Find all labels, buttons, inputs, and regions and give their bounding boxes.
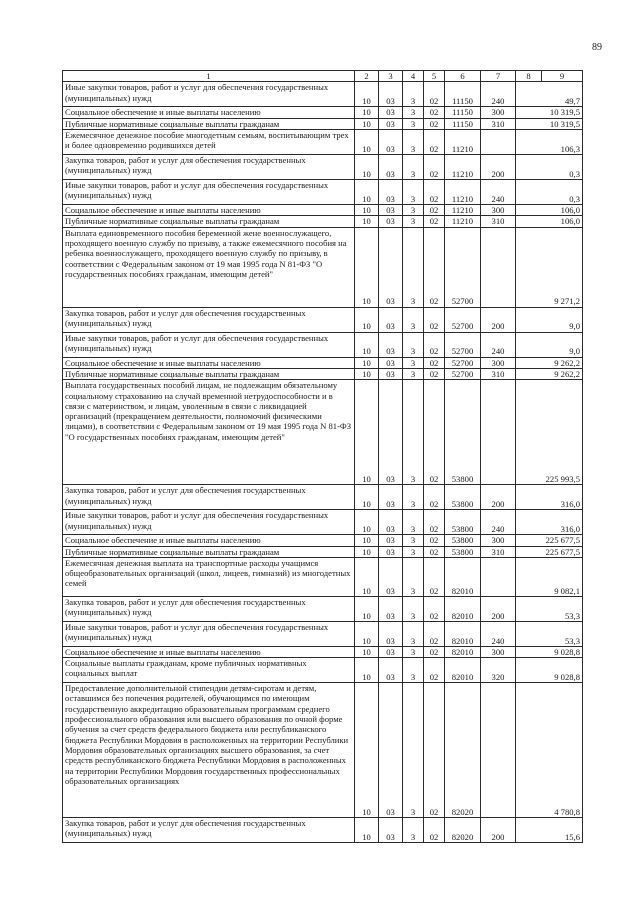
row-code-c5: 02 xyxy=(424,510,445,535)
row-code-c3: 03 xyxy=(379,557,403,596)
row-code-c2: 10 xyxy=(355,307,379,332)
table-row xyxy=(63,535,583,546)
row-code-c2: 10 xyxy=(355,154,379,179)
row-code-c4: 3 xyxy=(403,154,424,179)
row-amount: 0,3 xyxy=(516,154,583,179)
row-code-c5: 02 xyxy=(424,368,445,379)
row-code-c2: 10 xyxy=(355,357,379,368)
row-code-c7: 310 xyxy=(481,118,516,129)
row-amount: 9 082,1 xyxy=(516,557,583,596)
row-code-c7 xyxy=(481,380,516,485)
row-name: Социальное обеспечение и иные выплаты населению xyxy=(63,535,355,546)
row-code-c2: 10 xyxy=(355,510,379,535)
row-name: Публичные нормативные социальные выплаты гражданам xyxy=(63,118,355,129)
row-code-c5: 02 xyxy=(424,179,445,204)
row-code-c7: 300 xyxy=(481,357,516,368)
row-amount: 106,0 xyxy=(516,204,583,215)
row-name: Предоставление дополнительной стипендии детям-сиротам и детям, оставшимся без попечения родителей, обучающимся по имеющим государственную аккредитацию образовательным программам среднего профессионального образования или высшего образования по очной форме обучения за счет средств федерального бюджета или республиканского бюджета Республики Мордовия в расположенных на территории Республики Мордовия образовательных организациях высшего образования, за счет средств республиканского бюджета Республики Мордовия в расположенных на территории Республики Мордовия государственных профессиональных образовательных организациях xyxy=(63,683,355,818)
row-code-c6: 82010 xyxy=(445,658,481,683)
row-code-c5: 02 xyxy=(424,380,445,485)
row-code-c6: 52700 xyxy=(445,332,481,357)
row-code-c4: 3 xyxy=(403,546,424,557)
table-row xyxy=(63,216,583,227)
row-code-c3: 03 xyxy=(379,357,403,368)
row-code-c5: 02 xyxy=(424,683,445,818)
row-code-c6: 52700 xyxy=(445,227,481,307)
row-code-c4: 3 xyxy=(403,227,424,307)
table-row xyxy=(63,307,583,332)
table-row xyxy=(63,510,583,535)
row-name: Социальное обеспечение и иные выплаты населению xyxy=(63,107,355,118)
row-code-c6: 52700 xyxy=(445,368,481,379)
row-code-c4: 3 xyxy=(403,118,424,129)
row-code-c6: 53800 xyxy=(445,535,481,546)
row-code-c2: 10 xyxy=(355,107,379,118)
row-code-c6: 82010 xyxy=(445,621,481,646)
row-name: Выплата единовременного пособия беременной жене военнослужащего, проходящего военную службу по призыву, а также ежемесячного пособия на ребенка военнослужащего, проходящего военную службу по призыву, в соответствии с Федеральным законом от 19 мая 1995 года N 81-ФЗ "О государственных пособиях гражданам, имеющим детей" xyxy=(63,227,355,307)
row-code-c5: 02 xyxy=(424,557,445,596)
row-code-c5: 02 xyxy=(424,204,445,215)
row-code-c7: 310 xyxy=(481,546,516,557)
table-row xyxy=(63,596,583,621)
row-code-c4: 3 xyxy=(403,596,424,621)
row-name: Закупка товаров, работ и услуг для обеспечения государственных (муниципальных) нужд xyxy=(63,485,355,510)
row-name: Иные закупки товаров, работ и услуг для обеспечения государственных (муниципальных) нужд xyxy=(63,179,355,204)
table-row xyxy=(63,332,583,357)
table-row xyxy=(63,118,583,129)
row-code-c4: 3 xyxy=(403,535,424,546)
row-code-c3: 03 xyxy=(379,380,403,485)
row-code-c3: 03 xyxy=(379,535,403,546)
row-name: Публичные нормативные социальные выплаты гражданам xyxy=(63,368,355,379)
row-code-c2: 10 xyxy=(355,204,379,215)
row-name: Ежемесячная денежная выплата на транспортные расходы учащимся общеобразовательных организаций (школ, лицеев, гимназий) из многодетных семей xyxy=(63,557,355,596)
row-code-c2: 10 xyxy=(355,621,379,646)
row-code-c2: 10 xyxy=(355,596,379,621)
row-code-c6: 11150 xyxy=(445,82,481,107)
row-code-c2: 10 xyxy=(355,227,379,307)
header-col-4: 4 xyxy=(403,71,424,82)
row-code-c6: 52700 xyxy=(445,307,481,332)
row-code-c7: 320 xyxy=(481,658,516,683)
table-row xyxy=(63,107,583,118)
row-name: Иные закупки товаров, работ и услуг для обеспечения государственных (муниципальных) нужд xyxy=(63,332,355,357)
row-code-c4: 3 xyxy=(403,129,424,154)
row-code-c2: 10 xyxy=(355,658,379,683)
row-name: Социальное обеспечение и иные выплаты населению xyxy=(63,357,355,368)
row-code-c7: 300 xyxy=(481,646,516,657)
row-code-c5: 02 xyxy=(424,546,445,557)
row-amount: 9,0 xyxy=(516,307,583,332)
row-code-c3: 03 xyxy=(379,546,403,557)
row-code-c6: 11210 xyxy=(445,154,481,179)
row-code-c2: 10 xyxy=(355,179,379,204)
row-name: Социальное обеспечение и иные выплаты населению xyxy=(63,646,355,657)
row-amount: 316,0 xyxy=(516,485,583,510)
row-name: Публичные нормативные социальные выплаты гражданам xyxy=(63,216,355,227)
row-code-c4: 3 xyxy=(403,621,424,646)
table-row xyxy=(63,357,583,368)
row-code-c2: 10 xyxy=(355,546,379,557)
row-code-c4: 3 xyxy=(403,107,424,118)
row-code-c7: 200 xyxy=(481,818,516,843)
row-code-c3: 03 xyxy=(379,621,403,646)
table-row xyxy=(63,621,583,646)
row-code-c7: 240 xyxy=(481,510,516,535)
table-row xyxy=(63,227,583,307)
budget-table xyxy=(62,70,583,843)
row-name: Ежемесячное денежное пособие многодетным семьям, воспитывающим трех и более одновременно родившихся детей xyxy=(63,129,355,154)
row-name: Закупка товаров, работ и услуг для обеспечения государственных (муниципальных) нужд xyxy=(63,307,355,332)
row-code-c5: 02 xyxy=(424,621,445,646)
row-code-c7: 300 xyxy=(481,204,516,215)
row-code-c4: 3 xyxy=(403,179,424,204)
header-col-6: 6 xyxy=(445,71,481,82)
row-name: Закупка товаров, работ и услуг для обеспечения государственных (муниципальных) нужд xyxy=(63,596,355,621)
row-code-c5: 02 xyxy=(424,227,445,307)
row-code-c4: 3 xyxy=(403,485,424,510)
row-code-c6: 82020 xyxy=(445,683,481,818)
row-amount: 9 262,2 xyxy=(516,357,583,368)
row-amount: 10 319,5 xyxy=(516,118,583,129)
row-code-c5: 02 xyxy=(424,596,445,621)
row-code-c3: 03 xyxy=(379,646,403,657)
row-amount: 53,3 xyxy=(516,621,583,646)
row-code-c4: 3 xyxy=(403,332,424,357)
table-row xyxy=(63,82,583,107)
table-header-row xyxy=(63,71,583,82)
row-code-c3: 03 xyxy=(379,107,403,118)
row-name: Закупка товаров, работ и услуг для обеспечения государственных (муниципальных) нужд xyxy=(63,818,355,843)
row-code-c5: 02 xyxy=(424,107,445,118)
row-code-c3: 03 xyxy=(379,485,403,510)
row-code-c7: 240 xyxy=(481,332,516,357)
row-code-c7: 300 xyxy=(481,535,516,546)
row-code-c4: 3 xyxy=(403,658,424,683)
table-row xyxy=(63,154,583,179)
row-code-c6: 53800 xyxy=(445,380,481,485)
row-code-c3: 03 xyxy=(379,154,403,179)
row-name: Социальные выплаты гражданам, кроме публичных нормативных социальных выплат xyxy=(63,658,355,683)
row-code-c4: 3 xyxy=(403,380,424,485)
row-code-c6: 11210 xyxy=(445,179,481,204)
row-code-c6: 53800 xyxy=(445,510,481,535)
row-code-c2: 10 xyxy=(355,82,379,107)
row-code-c7 xyxy=(481,557,516,596)
row-amount: 15,6 xyxy=(516,818,583,843)
row-code-c5: 02 xyxy=(424,307,445,332)
row-code-c2: 10 xyxy=(355,216,379,227)
table-row xyxy=(63,658,583,683)
row-code-c5: 02 xyxy=(424,154,445,179)
row-name: Выплата государственных пособий лицам, не подлежащим обязательному социальному страхованию на случай временной нетрудоспособности и в связи с материнством, и лицам, уволенным в связи с ликвидацией организаций (прекращением деятельности, полномочий физическими лицами), в соответствии с Федеральным законом от 19 мая 1995 года N 81-ФЗ "О государственных пособиях гражданам, имеющим детей" xyxy=(63,380,355,485)
row-code-c7: 240 xyxy=(481,82,516,107)
row-code-c5: 02 xyxy=(424,357,445,368)
row-code-c6: 11210 xyxy=(445,204,481,215)
row-code-c2: 10 xyxy=(355,380,379,485)
row-code-c4: 3 xyxy=(403,510,424,535)
row-amount: 9 262,2 xyxy=(516,368,583,379)
row-amount: 225 993,5 xyxy=(516,380,583,485)
row-code-c4: 3 xyxy=(403,368,424,379)
row-code-c3: 03 xyxy=(379,818,403,843)
row-amount: 0,3 xyxy=(516,179,583,204)
row-code-c7: 200 xyxy=(481,596,516,621)
row-code-c5: 02 xyxy=(424,82,445,107)
row-code-c2: 10 xyxy=(355,818,379,843)
row-code-c4: 3 xyxy=(403,557,424,596)
row-code-c6: 11150 xyxy=(445,107,481,118)
row-code-c3: 03 xyxy=(379,179,403,204)
row-code-c5: 02 xyxy=(424,646,445,657)
table-row xyxy=(63,368,583,379)
header-col-2: 2 xyxy=(355,71,379,82)
table-row xyxy=(63,204,583,215)
row-amount: 53,3 xyxy=(516,596,583,621)
row-name: Социальное обеспечение и иные выплаты населению xyxy=(63,204,355,215)
row-code-c7: 240 xyxy=(481,179,516,204)
row-code-c6: 53800 xyxy=(445,485,481,510)
row-amount: 225 677,5 xyxy=(516,535,583,546)
row-code-c3: 03 xyxy=(379,368,403,379)
row-code-c7 xyxy=(481,227,516,307)
row-code-c2: 10 xyxy=(355,368,379,379)
row-name: Иные закупки товаров, работ и услуг для обеспечения государственных (муниципальных) нужд xyxy=(63,82,355,107)
row-code-c2: 10 xyxy=(355,332,379,357)
row-code-c4: 3 xyxy=(403,646,424,657)
row-code-c3: 03 xyxy=(379,658,403,683)
row-code-c7: 310 xyxy=(481,216,516,227)
row-amount: 9,0 xyxy=(516,332,583,357)
row-code-c3: 03 xyxy=(379,683,403,818)
row-code-c2: 10 xyxy=(355,557,379,596)
row-code-c6: 11150 xyxy=(445,118,481,129)
row-code-c3: 03 xyxy=(379,510,403,535)
row-code-c5: 02 xyxy=(424,332,445,357)
row-code-c3: 03 xyxy=(379,82,403,107)
table-row xyxy=(63,683,583,818)
row-amount: 106,3 xyxy=(516,129,583,154)
header-col-1: 1 xyxy=(63,71,355,82)
row-amount: 49,7 xyxy=(516,82,583,107)
row-code-c6: 11210 xyxy=(445,129,481,154)
row-code-c3: 03 xyxy=(379,204,403,215)
row-code-c3: 03 xyxy=(379,227,403,307)
row-code-c7: 200 xyxy=(481,307,516,332)
row-code-c4: 3 xyxy=(403,307,424,332)
row-amount: 9 028,8 xyxy=(516,646,583,657)
row-amount: 9 271,2 xyxy=(516,227,583,307)
table-row xyxy=(63,818,583,843)
row-amount: 225 677,5 xyxy=(516,546,583,557)
row-code-c6: 82010 xyxy=(445,596,481,621)
table-row xyxy=(63,485,583,510)
row-name: Иные закупки товаров, работ и услуг для обеспечения государственных (муниципальных) нужд xyxy=(63,510,355,535)
header-col-3: 3 xyxy=(379,71,403,82)
table-row xyxy=(63,129,583,154)
row-code-c2: 10 xyxy=(355,129,379,154)
header-col-9: 9 xyxy=(542,71,583,82)
header-col-8: 8 xyxy=(516,71,542,82)
row-code-c4: 3 xyxy=(403,683,424,818)
row-code-c6: 53800 xyxy=(445,546,481,557)
row-amount: 9 028,8 xyxy=(516,658,583,683)
row-code-c3: 03 xyxy=(379,307,403,332)
row-amount: 4 780,8 xyxy=(516,683,583,818)
row-amount: 106,0 xyxy=(516,216,583,227)
row-code-c4: 3 xyxy=(403,357,424,368)
row-code-c3: 03 xyxy=(379,118,403,129)
row-code-c6: 82010 xyxy=(445,646,481,657)
row-code-c5: 02 xyxy=(424,658,445,683)
row-code-c7: 200 xyxy=(481,485,516,510)
row-code-c7 xyxy=(481,129,516,154)
table-row xyxy=(63,646,583,657)
row-code-c3: 03 xyxy=(379,332,403,357)
row-code-c4: 3 xyxy=(403,818,424,843)
row-code-c4: 3 xyxy=(403,216,424,227)
row-code-c5: 02 xyxy=(424,216,445,227)
row-name: Публичные нормативные социальные выплаты гражданам xyxy=(63,546,355,557)
header-col-7: 7 xyxy=(481,71,516,82)
row-code-c5: 02 xyxy=(424,118,445,129)
row-name: Иные закупки товаров, работ и услуг для обеспечения государственных (муниципальных) нужд xyxy=(63,621,355,646)
row-code-c5: 02 xyxy=(424,129,445,154)
row-code-c5: 02 xyxy=(424,818,445,843)
row-code-c7: 240 xyxy=(481,621,516,646)
row-code-c2: 10 xyxy=(355,683,379,818)
table-row xyxy=(63,557,583,596)
row-code-c3: 03 xyxy=(379,129,403,154)
row-code-c7: 300 xyxy=(481,107,516,118)
table-row xyxy=(63,179,583,204)
row-code-c4: 3 xyxy=(403,204,424,215)
row-code-c3: 03 xyxy=(379,216,403,227)
row-code-c2: 10 xyxy=(355,646,379,657)
row-code-c2: 10 xyxy=(355,535,379,546)
row-amount: 10 319,5 xyxy=(516,107,583,118)
row-code-c2: 10 xyxy=(355,485,379,510)
row-code-c3: 03 xyxy=(379,596,403,621)
page-number: 89 xyxy=(592,42,602,53)
row-amount: 316,0 xyxy=(516,510,583,535)
header-col-5: 5 xyxy=(424,71,445,82)
row-code-c4: 3 xyxy=(403,82,424,107)
row-code-c6: 52700 xyxy=(445,357,481,368)
row-code-c6: 82020 xyxy=(445,818,481,843)
row-name: Закупка товаров, работ и услуг для обеспечения государственных (муниципальных) нужд xyxy=(63,154,355,179)
row-code-c2: 10 xyxy=(355,118,379,129)
row-code-c7: 310 xyxy=(481,368,516,379)
row-code-c7: 200 xyxy=(481,154,516,179)
table-row xyxy=(63,380,583,485)
row-code-c5: 02 xyxy=(424,485,445,510)
row-code-c6: 82010 xyxy=(445,557,481,596)
table-row xyxy=(63,546,583,557)
row-code-c7 xyxy=(481,683,516,818)
row-code-c6: 11210 xyxy=(445,216,481,227)
row-code-c5: 02 xyxy=(424,535,445,546)
